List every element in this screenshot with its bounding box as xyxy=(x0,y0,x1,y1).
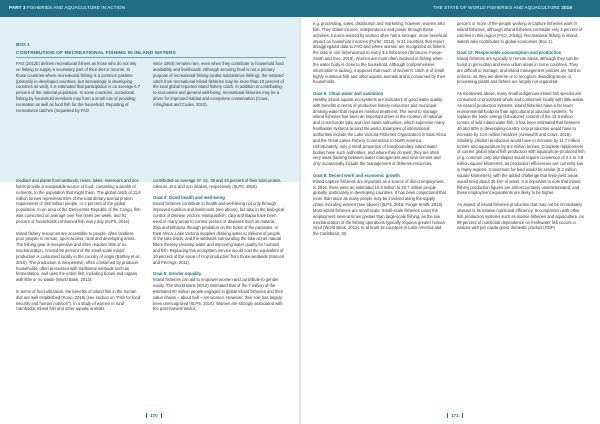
goal-heading: Goal 6: Clean water and sanitation xyxy=(313,91,384,97)
header-left xyxy=(9,4,125,11)
body-column-2 xyxy=(153,178,284,318)
footer-bar xyxy=(146,413,147,418)
paragraph: Inland fishery resources are accessible to people, often landless poor people, in remote, open-access, rural and developing areas. The fishing gear is inexpensive and often requires little or no mechanization. Around 96 percent of the small-scale inland production is consumed locally in the country of origin (Bartley et al., 2015). The production is inexpensive, often consumed by producer households, often processed with traditional methods such as fermentation, and uses the entire fish, including bones and organs, with little or no waste (World Bank, 2012). xyxy=(16,230,141,283)
paragraph: An aspect of inland fisheries production that may not be immediately obvious is its relative nutritional efficiency. In comparison with other fish production systems such as marine fisheries and aquaculture. As 98 percent of nutritional dependence on freshwater fish occurs in nations with per capita gross domestic product (GDP) xyxy=(457,202,584,231)
box-column-left xyxy=(16,61,141,119)
section-title: FISHERIES AND AQUACULTURE IN ACTION xyxy=(27,5,126,10)
paragraph: contributed on average 37, 51, 39 and 33 percent of their total protein, calcium, zinc and iron intakes, respectively (IILPS, 2016). xyxy=(153,178,282,189)
box-title-rule xyxy=(16,57,286,58)
part-label: PART 3 xyxy=(9,5,26,10)
header-right xyxy=(433,4,572,11)
paragraph: Inland capture fisheries are important as a source of direct employment. In 2016, there were an estimated 16.8 million to 20.7 million people globally, particularly in developing countries. It has been conjectured that more than twice as many people may be involved along the supply chain, including women (see above) (IILPS, 2016; Funge-Smith, 2018). Most inland fisheries are small scale. Small-scale fisheries cover the employment several times greater than large-scale fishing, as the low mechanization of the fishing operations typically requires greater human input (World Bank, 2012). In at least 15 countries in Latin America and the Caribbean, 20 xyxy=(313,178,446,237)
goal-heading: Goal 3: Good health and well-being xyxy=(153,195,225,201)
footer-right xyxy=(444,413,466,418)
paragraph: Healthy inland aquatic ecosystems are indicators of good water quality, with benefits in terms of productive fishery resources and municipal drinking-water that requires minimal treatment. The need to manage inland fisheries has been an important driver in the creation of national and cross-border lake and river basin authorities, which supervise many freshwater systems around the world. Examples of international authorities include the Lake Victoria Fisheries Organization in East Africa and the Great Lakes Fishery Commission in North America. Unfortunately, only a small proportion of transboundary inland water bodies have such authorities, and where they do exist, they are often very weak (lacking between water management and environment and only occasionally include the management of fisheries resources. xyxy=(313,96,447,167)
goal-heading: Goal 5: Gender equality xyxy=(153,271,202,277)
footer-left xyxy=(143,413,165,418)
paragraph: since 1993) remains rare, even when they contribute to household food availability and livelihoods. Although securing food is not a primary purpose of recreational fishing (unlike subsistence fishing), the retained catch from recreational inland fisheries may be more than 10 percent of the total global reported inland fishery catch. In addition to contributing to economies and general well-being, recreational fisheries may be a driver for improved habitat and ecosystem conservation (Cowx, Arlinghaus and Cooke, 2010). xyxy=(153,61,284,107)
paragraph: Inland fisheries contribute to health and well-being not only through improved nutrition and livelihoods (see above), but also in the biological control of disease vectors. Mosquitofish, carp and tilapia have been used in many areas to control vectors of diseases such as malaria, Zika and bilharzia through predation on the hosts of the parasites. In East Africa, Lake Victoria supplies drinking water to millions of people in the lake basin, and the wetlands surrounding the lake act as natural filters thereby cleaning water and improving water quality for humans and fish. Replacing this ecosystem service would cost the equivalent of 10 percent of the value of crop production from those wetlands (Simonit and Perrings, 2011). xyxy=(153,201,284,265)
publication-title: THE STATE OF WORLD FISHERIES AND AQUACULTURE xyxy=(433,5,560,10)
running-header xyxy=(0,0,600,17)
paragraph: medium and plants from wetlands, rivers, lakes, reservoirs and rice fields provide a sustainable source of food, containing a wealth of nutrients, to the population that might them. The global catch of 11.6 million tonnes represents 65% of the total dietary animal protein requirement of 158 million people, or 2 percent of the global population. In an area of the Democratic Republic of the Congo, fish was consumed on average over five times per week, and 91 percent of households consumed fish every day (IILPS, 2016). xyxy=(16,178,141,224)
publication-year: 2018 xyxy=(561,5,572,10)
box-label: BOX 1 xyxy=(16,42,30,47)
body-column-4 xyxy=(457,21,585,237)
paragraph: percent or more of the people working in capture fisheries work in inland fisheries, although inland fisheries constitute only 2 percent of catches in this region (FAO, 2016g). Recreational fishing in inland waters also contributes to global economies (Box 1). xyxy=(457,21,583,44)
paragraph: Inland fisheries are typically in remote areas, although they can be found in peri-urban and even urban areas in some countries. They are difficult to manage, and inland management policies are hard to enforce, as they are diverse or to recognize dwindling stone or processing plants and fishers are largely not organized. xyxy=(457,56,581,85)
box-title: CONTRIBUTION OF RECREATIONAL FISHING IN INLAND WATERS xyxy=(16,51,176,56)
paragraph: FAO (2012b) defines recreational fishers as those who do not rely on fishing to supply a necessary part of their diet or income. In those countries where recreational fishing is a common pastime (primarily in developed countries, but increasingly in developing countries as well), it is estimated that participation is on average 6.7 percent of the national population. In some countries, occasional fishing by household members may form a small role of providing recreation as well as food fish for the household. Reporting of recreational catches (requested by FAO xyxy=(16,61,141,113)
paragraph: As mentioned above, many small indigenous inland fish species are consumed or processed whole and consumed locally with little waste. As natural production systems, inland fisheries have a far lower environmental footprint than agricultural production systems. To replace the basic energy (kilocalorie) content of the 12.5 million tonnes of wild inland water fish, it has been estimated that between 40 and 60% in developing-country crop production would have to increase by 14.5 million hectares (Ainsworth and Cowx, 2018). Similarly, chicken production would have to increase by 11.7 million tonnes and aquaculture by 8.2 million tonnes. Complete replacement of current global inland fish production with aquaculture-produced fish (e.g. common carp and tilapia) would require conversion of 2.4 to 3.8 million square kilometres, as production efficiencies are currently low in many regions. Conversion for feed would be similar (5.2 million square kilometres), with the added challenge that feed-yield areas would need about 30 km³ of water. It is important to note that inland fishery production figures are almost certainly underestimated, and these employment equivalents are likely to be higher. xyxy=(457,91,585,196)
paragraph: e.g. processing, sales, distribution and marketing; however, women also fish. They obtain income, independence and power through these activities. Income earned by women often has a stronger, more beneficial impact on household incomes (Porter, 2012). In 61 countries that report disaggregated data to FAO and where women are recognized as fishers, the ratio in one fisherwoman to every 3.5 fishermen (Simmons, Funge-Smith and Gee, 2018). Women are most often involved in fishing when the water body is close to the household. Although comprehensive information is lacking, it appears that much of women's catch is of small highly nutritious fish and other aquatic animals and is consumed by their households. xyxy=(313,21,447,85)
page-number-right: 171 xyxy=(451,412,459,418)
body-column-3 xyxy=(313,21,447,243)
box-column-right xyxy=(153,61,284,114)
footer-bar xyxy=(447,413,448,418)
footer-bar xyxy=(161,413,162,418)
goal-heading: Goal 8: Decent work and economic growth xyxy=(313,172,400,178)
body-column-1 xyxy=(16,178,141,318)
footer-bar xyxy=(462,413,463,418)
paragraph: In terms of food utilization, the benefits of inland fish in the human diet are well established (Kooo, 2016) (see section on "Fish for food security and human nutrition"). In a study of women in rural Cambodia, inland fish and other aquatic animals xyxy=(16,288,141,312)
page-number-left: 170 xyxy=(150,412,158,418)
goal-heading: Goal 12: Responsible consumption and production xyxy=(457,50,562,56)
paragraph: Inland fisheries can aid to empower women and contribute to gender equity. The World Bank (2012) estimated that of the 7 million of the estimated 60 million people engaged in global inland fisheries and their value chains – about half – are women. However, their role has largely been unrecognized (IILPS, 2016). Women are strongly associated with the post-harvest sector, xyxy=(153,277,284,312)
page-gutter xyxy=(299,17,301,424)
